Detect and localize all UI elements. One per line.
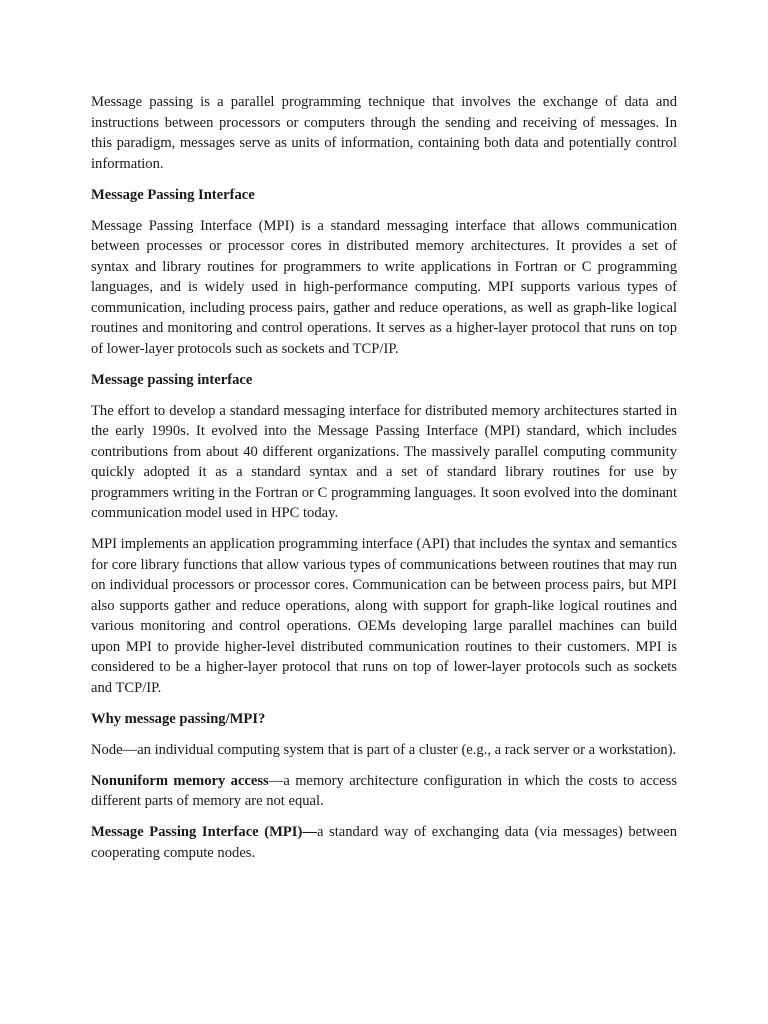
section-heading-why-mpi: Why message passing/MPI? <box>91 710 266 727</box>
intro-paragraph: Message passing is a parallel programming technique that involves the exchange of data and instructions between processors or computers through the sending and receiving of messages. In this paradigm, messages serve as units of information, containing both data and potentially control information. <box>91 94 677 172</box>
numa-definition-text: —a memory architecture configuration in which the costs to access different parts of memory are not equal. <box>91 772 677 809</box>
mpi-term: Message Passing Interface (MPI)— <box>91 824 317 840</box>
numa-definition <box>91 771 677 812</box>
section-heading-message-passing-interface: Message passing interface <box>91 371 253 388</box>
document-page <box>91 92 677 874</box>
mpi-api-paragraph: MPI implements an application programming interface (API) that includes the syntax and semantics for core library functions that allow various types of communications between routines that may run on individual processors or processor cores. Communication can be between process pairs, but MPI also supports gather and reduce operations, along with support for graph-like logical routines and various monitoring and control operations. OEMs developing large parallel machines can build upon MPI to provide higher-level distributed communication routines to their customers. MPI is considered to be a higher-layer protocol that runs on top of lower-layer protocols such as sockets and TCP/IP. <box>91 536 677 696</box>
mpi-overview-paragraph: Message Passing Interface (MPI) is a standard messaging interface that allows communication between processes or processor cores in distributed memory architectures. It provides a set of syntax and library routines for programmers to write applications in Fortran or C programming languages, and is widely used in high-performance computing. MPI supports various types of communication, including process pairs, gather and reduce operations, as well as graph-like logical routines and monitoring and control operations. It serves as a higher-layer protocol that runs on top of lower-layer protocols such as sockets and TCP/IP. <box>91 217 677 357</box>
mpi-definition <box>91 822 677 863</box>
node-definition: Node—an individual computing system that is part of a cluster (e.g., a rack server or a workstation). <box>91 741 677 758</box>
numa-term: Nonuniform memory access <box>91 772 269 789</box>
mpi-history-paragraph: The effort to develop a standard messaging interface for distributed memory architectures started in the early 1990s. It evolved into the Message Passing Interface (MPI) standard, which includes contributions from about 40 different organizations. The massively parallel computing community quickly adopted it as a standard syntax and a set of standard library routines for use by programmers writing in the Fortran or C programming languages. It soon evolved into the dominant communication model used in HPC today. <box>91 402 677 521</box>
mpi-definition-text: a standard way of exchanging data (via messages) between cooperating compute nodes. <box>91 824 677 861</box>
section-heading-mpi: Message Passing Interface <box>91 186 255 203</box>
